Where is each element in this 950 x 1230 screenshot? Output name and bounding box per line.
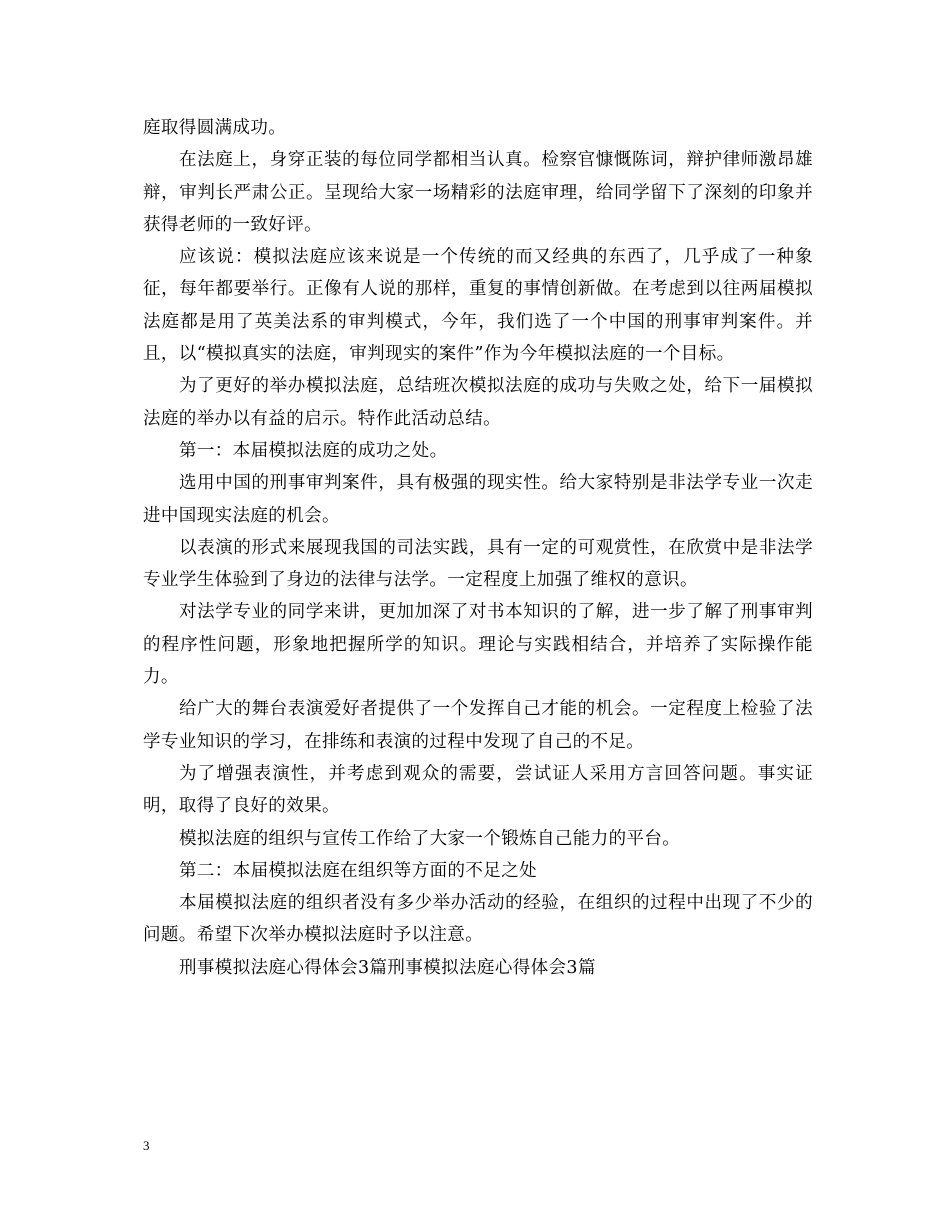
- paragraph: 庭取得圆满成功。: [143, 118, 287, 138]
- paragraph: 模拟法庭的组织与宣传工作给了大家一个锻炼自己能力的平台。: [179, 828, 681, 849]
- paragraph: 给广大的舞台表演爱好者提供了一个发挥自己才能的机会。一定程度上检验了法学专业知识的学习，在排练和表演的过程中发现了自己的不足。: [143, 699, 813, 752]
- paragraph: 本届模拟法庭的组织者没有多少举办活动的经验，在组织的过程中出现了不少的问题。希望下次举办模拟法庭时予以注意。: [143, 893, 813, 946]
- paragraph: 对法学专业的同学来讲，更加加深了对书本知识的了解，进一步了解了刑事审判的程序性问题，形象地把握所学的知识。理论与实践相结合，并培养了实际操作能力。: [143, 602, 813, 688]
- paragraph: 应该说：模拟法庭应该来说是一个传统的而又经典的东西了，几乎成了一种象征，每年都要举行。正像有人说的那样，重复的事情创新做。在考虑到以往两届模拟法庭都是用了英美法系的审判模式，今年，我们选了一个中国的刑事审判案件。并且，以“模拟真实的法庭，审判现实的案件”作为今年模拟法庭的一个目标。: [143, 247, 813, 365]
- document-body: [143, 112, 813, 984]
- paragraph: 选用中国的刑事审判案件，具有极强的现实性。给大家特别是非法学专业一次走进中国现实法庭的机会。: [143, 473, 813, 526]
- section-heading: 第一：本届模拟法庭的成功之处。: [179, 440, 448, 461]
- paragraph: 为了增强表演性，并考虑到观众的需要，尝试证人采用方言回答问题。事实证明，取得了良好的效果。: [143, 763, 813, 817]
- paragraph: 为了更好的举办模拟法庭，总结班次模拟法庭的成功与失败之处，给下一届模拟法庭的举办以有益的启示。特作此活动总结。: [143, 376, 813, 429]
- paragraph: 以表演的形式来展现我国的司法实践，具有一定的可观赏性，在欣赏中是非法学专业学生体验到了身边的法律与法学。一定程度上加强了维权的意识。: [143, 537, 813, 591]
- section-heading: 第二：本届模拟法庭在组织等方面的不足之处: [179, 860, 537, 881]
- page-number: 3: [143, 1138, 150, 1153]
- paragraph: 刑事模拟法庭心得体会3篇刑事模拟法庭心得体会3篇: [179, 957, 596, 978]
- paragraph: 在法庭上，身穿正装的每位同学都相当认真。检察官慷慨陈词，辩护律师激昂雄辩，审判长严肃公正。呈现给大家一场精彩的法庭审理，给同学留下了深刻的印象并获得老师的一致好评。: [143, 150, 813, 235]
